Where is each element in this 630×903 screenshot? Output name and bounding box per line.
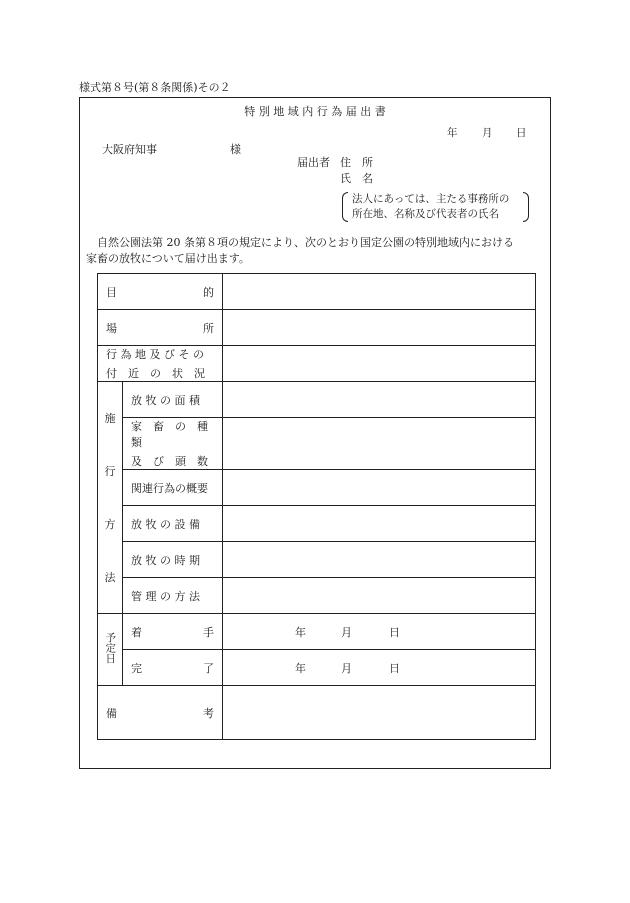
applicant-label: 届出者 xyxy=(297,156,330,169)
schedule-group-label: 予定日 xyxy=(98,614,123,686)
grazing-facilities-field[interactable] xyxy=(223,506,536,542)
end-year: 年 xyxy=(295,661,306,675)
row-place xyxy=(98,310,536,346)
method-group-label: 施 行 方 法 xyxy=(98,382,123,614)
row-purpose xyxy=(98,274,536,310)
purpose-field[interactable] xyxy=(223,274,536,310)
start-day: 日 xyxy=(389,625,400,639)
end-date-field[interactable] xyxy=(223,650,536,686)
date-day: 日 xyxy=(516,127,527,139)
management-label: 管 理 の 方 法 xyxy=(123,578,223,614)
start-month: 月 xyxy=(341,625,352,639)
row-management xyxy=(98,578,536,614)
note-line-1: 法人にあっては、主たる事務所の xyxy=(352,193,510,205)
end-month: 月 xyxy=(341,661,352,675)
related-acts-field[interactable] xyxy=(223,470,536,506)
addressee-name: 大阪府知事 xyxy=(102,143,157,156)
remarks-field[interactable] xyxy=(223,686,536,740)
body-text-line-1: 自然公園法第 20 条第８項の規定により、次のとおり国定公園の特別地域内における xyxy=(97,236,514,249)
note-line-2: 所在地、名称及び代表者の氏名 xyxy=(352,208,499,220)
place-field[interactable] xyxy=(223,310,536,346)
form-number: 様式第８号(第８条関係)その２ xyxy=(79,81,231,94)
row-livestock xyxy=(98,418,536,470)
date-month: 月 xyxy=(482,127,493,139)
row-grazing-period xyxy=(98,542,536,578)
date-year: 年 xyxy=(447,127,458,139)
row-end xyxy=(98,650,536,686)
grazing-period-label: 放 牧 の 時 期 xyxy=(123,542,223,578)
row-grazing-area xyxy=(98,382,536,418)
livestock-field[interactable] xyxy=(223,418,536,470)
end-label: 完 了 xyxy=(123,650,223,686)
management-field[interactable] xyxy=(223,578,536,614)
remarks-label: 備 考 xyxy=(98,686,223,740)
start-date-field[interactable] xyxy=(223,614,536,650)
row-start xyxy=(98,614,536,650)
addressee-honorific: 様 xyxy=(230,143,241,156)
grazing-area-field[interactable] xyxy=(223,382,536,418)
body-text-line-2: 家畜の放牧について届け出ます。 xyxy=(86,252,250,265)
start-year: 年 xyxy=(295,625,306,639)
site-label: 行 為 地 及 び そ の 付 近 の 状 況 xyxy=(98,346,223,382)
notification-table xyxy=(97,273,536,740)
related-acts-label: 関連行為の概要 xyxy=(123,470,223,506)
purpose-label: 目 的 xyxy=(98,274,223,310)
row-remarks xyxy=(98,686,536,740)
grazing-period-field[interactable] xyxy=(223,542,536,578)
livestock-label: 家 畜 の 種 類 及 び 頭 数 xyxy=(123,418,223,470)
form-title: 特 別 地 域 内 行 為 届 出 書 xyxy=(244,105,386,118)
note-bracket-right xyxy=(523,192,529,222)
address-label: 住 所 xyxy=(340,156,373,169)
grazing-area-label: 放 牧 の 面 積 xyxy=(123,382,223,418)
name-label: 氏 名 xyxy=(340,172,373,185)
site-field[interactable] xyxy=(223,346,536,382)
row-grazing-facilities xyxy=(98,506,536,542)
grazing-facilities-label: 放 牧 の 設 備 xyxy=(123,506,223,542)
place-label: 場 所 xyxy=(98,310,223,346)
row-related-acts xyxy=(98,470,536,506)
row-site xyxy=(98,346,536,382)
start-label: 着 手 xyxy=(123,614,223,650)
note-bracket-left xyxy=(342,192,348,222)
end-day: 日 xyxy=(389,661,400,675)
